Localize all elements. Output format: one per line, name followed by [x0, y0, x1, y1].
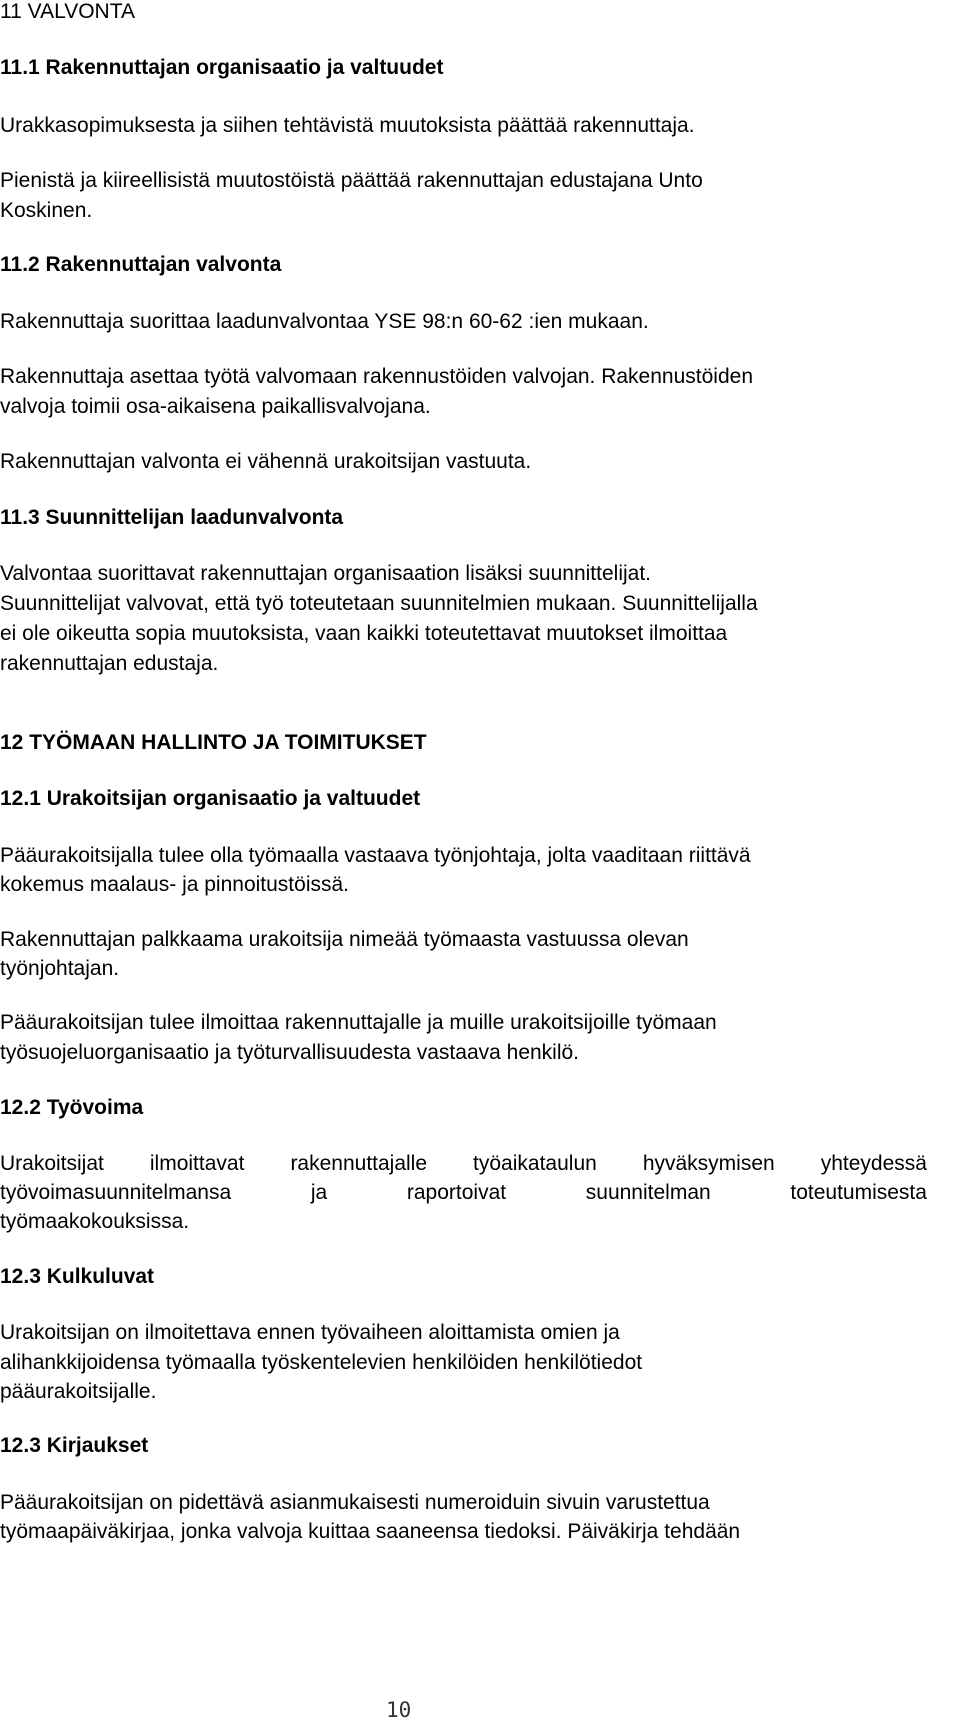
paragraph-line: Pääurakoitsijan on pidettävä asianmukaisesti numeroiduin sivuin varustettua [0, 1491, 710, 1514]
word: raportoivat [406, 1181, 507, 1204]
section-12-heading: 12 TYÖMAAN HALLINTO JA TOIMITUKSET [0, 731, 427, 754]
paragraph-line: ei ole oikeutta sopia muutoksista, vaan kaikki toteutettavat muutokset ilmoittaa [0, 622, 728, 645]
paragraph-line: Pääurakoitsijan tulee ilmoittaa rakennuttajalle ja muille urakoitsijoille työmaan [0, 1011, 717, 1034]
section-11-3-heading: 11.3 Suunnittelijan laadunvalvonta [0, 506, 344, 529]
word: Urakoitsijat [0, 1152, 104, 1175]
paragraph-line: työmaapäiväkirjaa, jonka valvoja kuittaa saaneensa tiedoksi. Päiväkirja tehdään [0, 1520, 741, 1543]
word: työaikataulun [473, 1152, 597, 1175]
justified-line [0, 1177, 927, 1209]
paragraph-line: Koskinen. [0, 199, 93, 222]
section-11-1-heading: 11.1 Rakennuttajan organisaatio ja valtuudet [0, 56, 444, 79]
paragraph-line: kokemus maalaus- ja pinnoitustöissä. [0, 873, 350, 896]
section-12-1-heading: 12.1 Urakoitsijan organisaatio ja valtuudet [0, 787, 421, 810]
section-11-2-heading: 11.2 Rakennuttajan valvonta [0, 253, 282, 276]
paragraph-line: Urakoitsijan on ilmoitettava ennen työvaiheen aloittamista omien ja [0, 1321, 620, 1344]
word: suunnitelman [585, 1181, 711, 1204]
paragraph-line: pääurakoitsijalle. [0, 1380, 157, 1403]
paragraph-line: rakennuttajan edustaja. [0, 652, 219, 675]
paragraph-line: Suunnittelijat valvovat, että työ toteutetaan suunnitelmien mukaan. Suunnittelijalla [0, 592, 758, 615]
paragraph-line: työmaakokouksissa. [0, 1210, 190, 1233]
paragraph: Rakennuttajan valvonta ei vähennä urakoitsijan vastuuta. [0, 450, 532, 473]
paragraph: Urakkasopimuksesta ja siihen tehtävistä muutoksista päättää rakennuttaja. [0, 114, 695, 137]
paragraph-line: Rakennuttaja asettaa työtä valvomaan rakennustöiden valvojan. Rakennustöiden [0, 365, 753, 388]
paragraph-line: Pienistä ja kiireellisistä muutostöistä päättää rakennuttajan edustajana Unto [0, 169, 703, 192]
paragraph-line: alihankkijoidensa työmaalla työskentelevien henkilöiden henkilötiedot [0, 1351, 643, 1374]
word: ilmoittavat [149, 1152, 245, 1175]
paragraph-line: Valvontaa suorittavat rakennuttajan organisaation lisäksi suunnittelijat. [0, 562, 651, 585]
word: työvoimasuunnitelmansa [0, 1181, 232, 1204]
section-12-3-kirjaukset-heading: 12.3 Kirjaukset [0, 1434, 149, 1457]
word: yhteydessä [820, 1152, 927, 1175]
paragraph-line: työnjohtajan. [0, 957, 120, 980]
section-12-2-heading: 12.2 Työvoima [0, 1096, 144, 1119]
word: hyväksymisen [642, 1152, 775, 1175]
page-number: 10 [386, 1698, 412, 1722]
word: ja [310, 1181, 328, 1204]
justified-line [0, 1148, 927, 1180]
paragraph: Rakennuttaja suorittaa laadunvalvontaa YSE 98:n 60-62 :ien mukaan. [0, 310, 649, 333]
word: toteutumisesta [790, 1181, 927, 1204]
paragraph-line: Pääurakoitsijalla tulee olla työmaalla vastaava työnjohtaja, jolta vaaditaan riittävä [0, 844, 751, 867]
section-11-heading: 11 VALVONTA [0, 0, 135, 23]
paragraph-line: työsuojeluorganisaatio ja työturvallisuudesta vastaava henkilö. [0, 1041, 580, 1064]
paragraph-line: valvoja toimii osa-aikaisena paikallisvalvojana. [0, 395, 431, 418]
section-12-3-heading: 12.3 Kulkuluvat [0, 1265, 155, 1288]
word: rakennuttajalle [290, 1152, 428, 1175]
paragraph-line: Rakennuttajan palkkaama urakoitsija nimeää työmaasta vastuussa olevan [0, 928, 689, 951]
